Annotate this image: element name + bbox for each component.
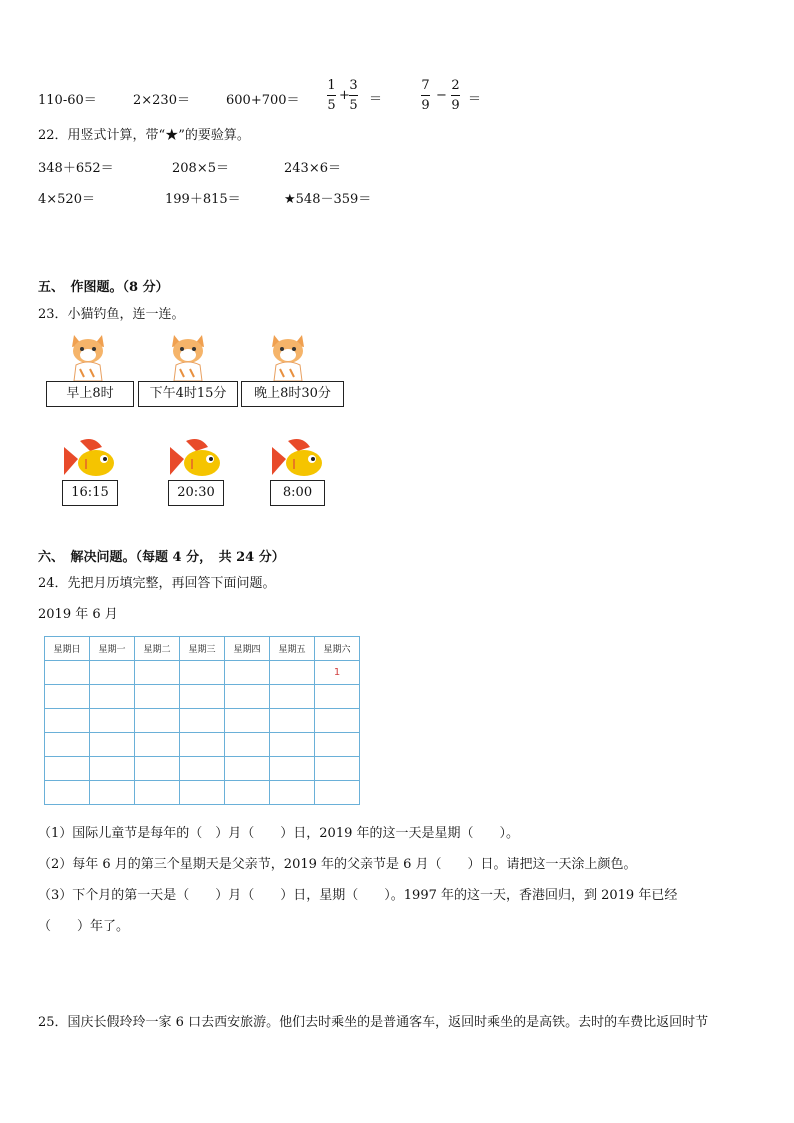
calendar-cell[interactable] — [135, 781, 180, 805]
fish-icon — [166, 437, 224, 481]
calendar-cell[interactable] — [315, 685, 360, 709]
denominator: 5 — [327, 98, 336, 113]
calendar-cell[interactable] — [45, 781, 90, 805]
calendar-cell[interactable] — [225, 781, 270, 805]
numerator: 7 — [421, 78, 430, 93]
calendar-cell[interactable] — [180, 709, 225, 733]
calendar-cell[interactable] — [315, 709, 360, 733]
expr-208x5: 208×5＝ — [172, 161, 229, 176]
calendar-cell[interactable] — [90, 661, 135, 685]
question-24-part-2: （2）每年 6 月的第三个星期天是父亲节，2019 年的父亲节是 6 月（ ）日。请把这一天涂上颜色。 — [38, 857, 637, 872]
numerator: 3 — [349, 78, 358, 93]
calendar-cell[interactable] — [90, 709, 135, 733]
section-6-heading: 六、 解决问题。（每题 4 分， 共 24 分） — [38, 550, 285, 565]
calendar-cell[interactable] — [225, 733, 270, 757]
equals-sign: ＝ — [468, 92, 482, 107]
calendar-cell[interactable] — [180, 661, 225, 685]
cat-label-morning-8[interactable]: 早上8时 — [46, 381, 134, 407]
calendar-cell[interactable] — [270, 733, 315, 757]
question-24-title: 24．先把月历填完整，再回答下面问题。 — [38, 576, 276, 591]
calendar-cell[interactable] — [180, 733, 225, 757]
weekday-thursday: 星期四 — [225, 637, 270, 661]
expr-348-652: 348＋652＝ — [38, 161, 114, 176]
expr-110-60: 110-60＝ — [38, 93, 97, 108]
cat-label-afternoon-4-15[interactable]: 下午4时15分 — [138, 381, 238, 407]
weekday-tuesday: 星期二 — [135, 637, 180, 661]
calendar-header-row — [45, 637, 360, 661]
expr-243x6: 243×6＝ — [284, 161, 341, 176]
calendar-cell[interactable] — [270, 781, 315, 805]
calendar-month-label: 2019 年 6 月 — [38, 607, 118, 622]
fraction-3-5 — [349, 78, 358, 113]
weekday-friday: 星期五 — [270, 637, 315, 661]
calendar-cell[interactable] — [315, 781, 360, 805]
calendar-cell[interactable] — [135, 757, 180, 781]
calendar-cell[interactable] — [270, 757, 315, 781]
weekday-monday: 星期一 — [90, 637, 135, 661]
calendar-cell[interactable] — [90, 781, 135, 805]
expr-199-815: 199＋815＝ — [165, 192, 241, 207]
calendar-cell[interactable] — [270, 709, 315, 733]
denominator: 9 — [421, 98, 430, 113]
weekday-saturday: 星期六 — [315, 637, 360, 661]
calendar-cell[interactable] — [45, 685, 90, 709]
calendar-cell[interactable] — [45, 709, 90, 733]
denominator: 5 — [349, 98, 358, 113]
section-5-heading: 五、 作图题。（8 分） — [38, 280, 169, 295]
calendar-cell[interactable] — [270, 685, 315, 709]
calendar-grid — [44, 636, 360, 805]
calendar-cell[interactable] — [90, 685, 135, 709]
minus-sign: − — [436, 88, 447, 103]
calendar-cell[interactable] — [180, 781, 225, 805]
weekday-wednesday: 星期三 — [180, 637, 225, 661]
cat-label-evening-8-30[interactable]: 晚上8时30分 — [241, 381, 344, 407]
calendar-cell[interactable] — [135, 661, 180, 685]
calendar-cell[interactable] — [90, 733, 135, 757]
question-25-text: 25．国庆长假玲玲一家 6 口去西安旅游。他们去时乘坐的是普通客车，返回时乘坐的是高铁。去时的车费比返回时节 — [38, 1015, 709, 1030]
question-23-title: 23．小猫钓鱼，连一连。 — [38, 307, 185, 322]
calendar-week-row — [45, 709, 360, 733]
expr-2x230: 2×230＝ — [133, 93, 190, 108]
expr-600-700: 600+700＝ — [226, 93, 300, 108]
calendar-cell[interactable] — [135, 733, 180, 757]
calendar-cell[interactable] — [45, 757, 90, 781]
fish-icon — [268, 437, 326, 481]
calendar-week-row — [45, 733, 360, 757]
calendar-cell[interactable] — [135, 685, 180, 709]
question-24-part-3-continued: （ ）年了。 — [38, 919, 130, 934]
calendar-cell[interactable] — [225, 709, 270, 733]
expr-548-359-starred: ★548－359＝ — [284, 192, 372, 207]
fraction-7-9 — [421, 78, 430, 113]
calendar-cell[interactable] — [135, 709, 180, 733]
question-22-title: 22．用竖式计算，带“★”的要验算。 — [38, 128, 250, 143]
cat-icon — [166, 331, 210, 381]
calendar-cell[interactable] — [225, 661, 270, 685]
calendar-cell-day-1[interactable]: 1 — [315, 661, 360, 685]
calendar-cell[interactable] — [315, 733, 360, 757]
calendar-cell[interactable] — [45, 661, 90, 685]
calendar-cell[interactable] — [45, 733, 90, 757]
fish-icon — [60, 437, 118, 481]
question-24-part-3: （3）下个月的第一天是（ ）月（ ）日，星期（ ）。1997 年的这一天，香港回归，到 2019 年已经 — [38, 888, 678, 903]
calendar-cell[interactable] — [225, 685, 270, 709]
calendar-cell[interactable] — [180, 757, 225, 781]
calendar-week-row — [45, 781, 360, 805]
calendar-cell[interactable] — [225, 757, 270, 781]
calendar-week-row — [45, 685, 360, 709]
cat-icon — [266, 331, 310, 381]
calendar-cell[interactable] — [270, 661, 315, 685]
calendar-week-row — [45, 661, 360, 685]
fish-label-20-30[interactable]: 20:30 — [168, 480, 224, 506]
calendar-cell[interactable] — [90, 757, 135, 781]
fraction-1-5 — [327, 78, 336, 113]
fish-label-16-15[interactable]: 16:15 — [62, 480, 118, 506]
calendar-cell[interactable] — [180, 685, 225, 709]
plus-sign: + — [339, 88, 350, 103]
weekday-sunday: 星期日 — [45, 637, 90, 661]
calendar-week-row — [45, 757, 360, 781]
cat-icon — [66, 331, 110, 381]
fraction-2-9 — [451, 78, 460, 113]
expr-4x520: 4×520＝ — [38, 192, 95, 207]
numerator: 1 — [327, 78, 336, 93]
equals-sign: ＝ — [369, 92, 383, 107]
numerator: 2 — [451, 78, 460, 93]
calendar-cell[interactable] — [315, 757, 360, 781]
question-24-part-1: （1）国际儿童节是每年的（ ）月（ ）日，2019 年的这一天是星期（ ）。 — [38, 826, 519, 841]
fish-label-8-00[interactable]: 8:00 — [270, 480, 325, 506]
denominator: 9 — [451, 98, 460, 113]
